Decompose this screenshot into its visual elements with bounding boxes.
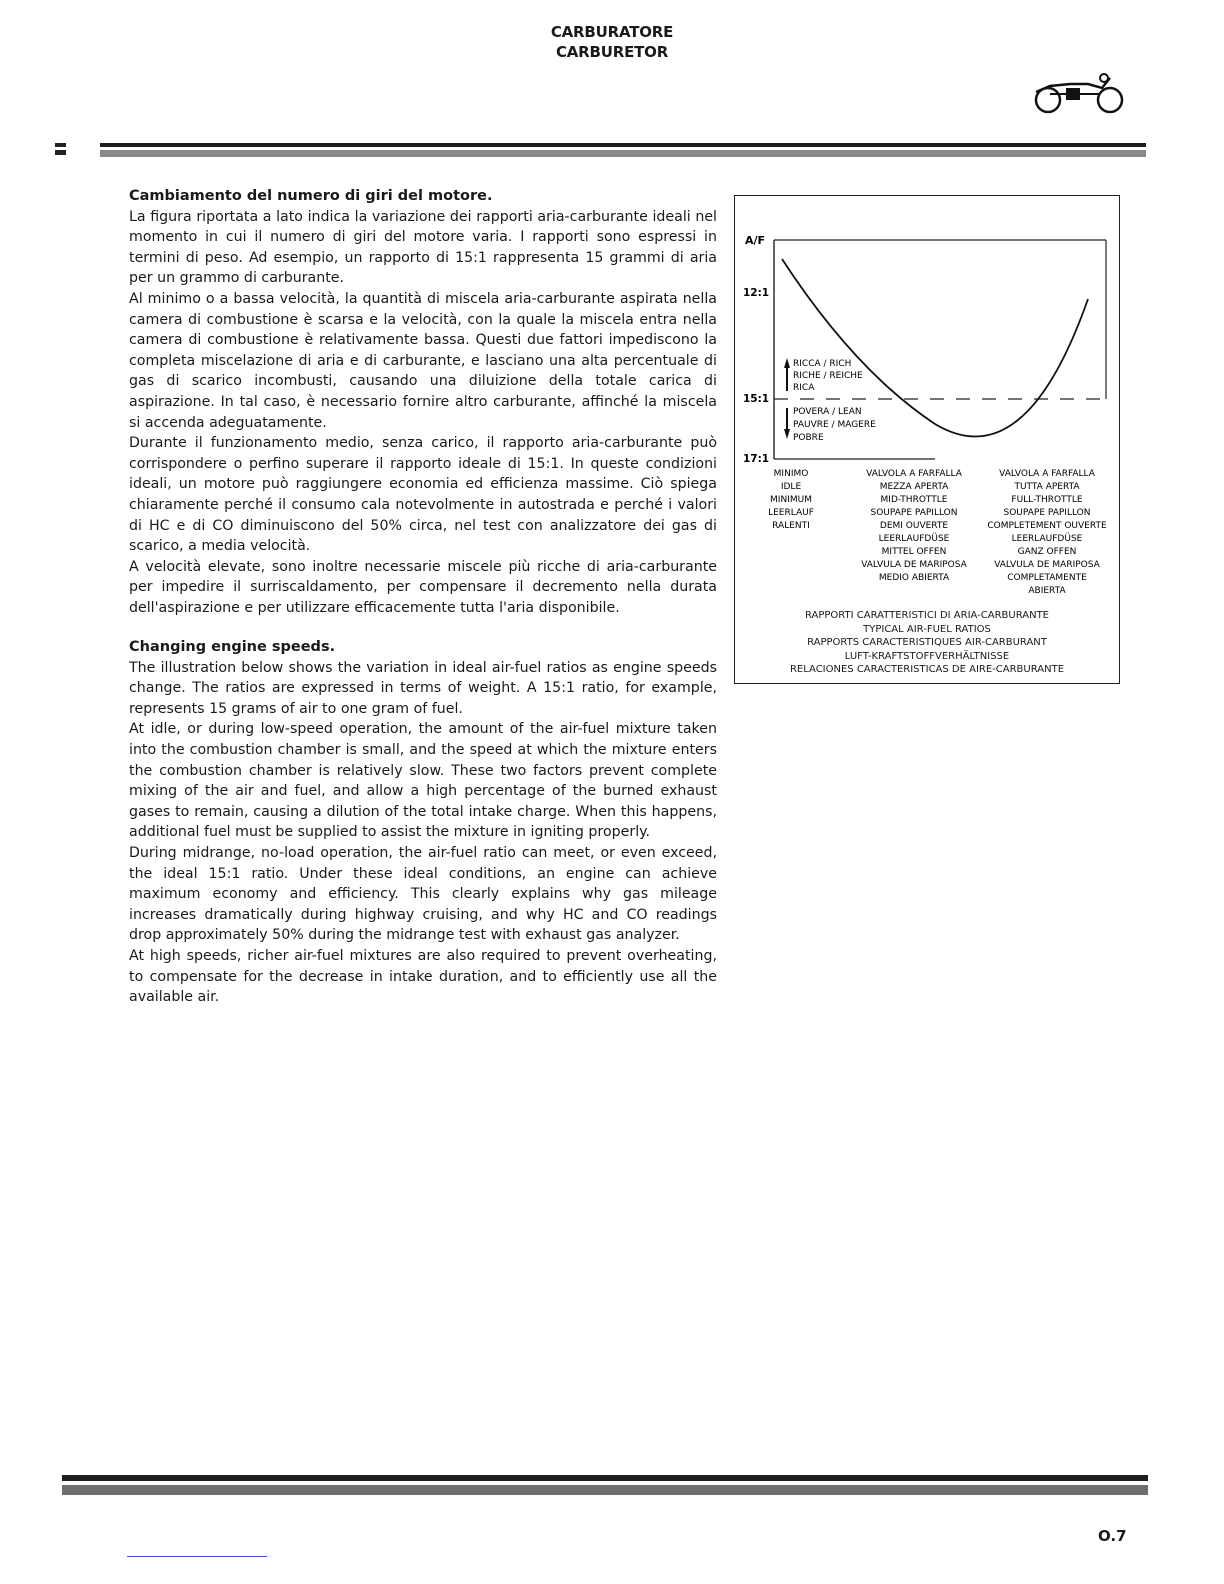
english-paragraph: At idle, or during low-speed operation, the amount of the air-fuel mixture taken into the combustion chamber is small, and the speed at which the mixture enters the combustion chamber is relatively slow. These two factors prevent complete mixing of the air and fuel, and allow a high percentage of the burned exhaust gases to remain, causing a dilution of the total intake charge. When this happens, additional fuel must be supplied to assist the mixture in igniting properly. xyxy=(129,721,717,841)
italian-paragraph: La figura riportata a lato indica la variazione dei rapporti aria-carburante ideali nel momento in cui il numero di giri del motore varia. I rapporti sono espressi in termini di peso. Ad esempio, un rapporto di 15:1 rappresenta 15 grammi di aria per un grammo di carburante. xyxy=(129,208,717,287)
x-column-label: MINIMO xyxy=(773,469,809,479)
header-rule xyxy=(100,143,1146,159)
caption-line: RAPPORTI CARATTERISTICI DI ARIA-CARBURANTE xyxy=(804,610,1049,621)
link-underline xyxy=(127,1556,267,1557)
y-tick-label: 12:1 xyxy=(743,287,770,299)
x-column-label: LEERLAUFDÜSE xyxy=(878,534,950,544)
x-column-label: MID-THROTTLE xyxy=(880,495,948,505)
x-column-label: RALENTI xyxy=(772,521,810,531)
x-column-label: COMPLETEMENT OUVERTE xyxy=(987,521,1107,531)
x-column-label: FULL-THROTTLE xyxy=(1011,495,1083,505)
english-paragraph: At high speeds, richer air-fuel mixtures are also required to prevent overheating, to compensate for the decrease in intake duration, and to efficiently use all the available air. xyxy=(129,947,717,1006)
lean-label: POBRE xyxy=(793,433,824,443)
figure-caption xyxy=(735,609,1119,677)
italian-heading: Cambiamento del numero di giri del motore. xyxy=(129,188,493,204)
english-paragraph: During midrange, no-load operation, the air-fuel ratio can meet, or even exceed, the ideal 15:1 ratio. Under these ideal conditions, an engine can achieve maximum economy and efficiency. This clearly explains why gas mileage increases dramatically during highway cruising, and why HC and CO readings drop approximately 50% during the midrange test with exhaust gas analyzer. xyxy=(129,844,717,944)
x-column-label: MEZZA APERTA xyxy=(879,482,949,492)
english-heading: Changing engine speeds. xyxy=(129,639,336,655)
rich-label: RICA xyxy=(793,383,815,393)
x-column-label: IDLE xyxy=(780,482,802,492)
x-column-label: DEMI OUVERTE xyxy=(879,521,949,531)
x-column-label: SOUPAPE PAPILLON xyxy=(1003,508,1091,518)
rich-label: RICCA / RICH xyxy=(793,359,852,369)
x-column-label: VALVOLA A FARFALLA xyxy=(866,469,962,479)
header-title-it: CARBURATORE xyxy=(550,23,674,41)
x-column-label: VALVULA DE MARIPOSA xyxy=(994,560,1100,570)
italian-paragraph: Durante il funzionamento medio, senza carico, il rapporto aria-carburante può corrispondere o perfino superare il rapporto ideale di 15:1. In queste condizioni ideali, un motore può raggiungere economia ed efficienza massime. Ciò spiega chiaramente perché il consumo cala notevolmente in autostrada e perché i valori di HC e di CO diminuiscono del 50% circa, nel test con analizzatore dei gas di scarico, a media velocità. xyxy=(129,435,717,555)
english-section xyxy=(129,637,717,1008)
english-paragraph: The illustration below shows the variation in ideal air-fuel ratios as engine speeds change. The ratios are expressed in terms of weight. A 15:1 ratio, for example, represents 15 grams of air to one gram of fuel. xyxy=(129,659,717,717)
y-tick-label: 15:1 xyxy=(743,393,770,405)
x-column-label: LEERLAUF xyxy=(768,508,814,518)
x-column-label: MINIMUM xyxy=(770,495,812,505)
x-column-label: ABIERTA xyxy=(1028,586,1066,596)
margin-mark xyxy=(55,143,66,147)
caption-line: LUFT-KRAFTSTOFFVERHÄLTNISSE xyxy=(844,650,1010,662)
footer-rule xyxy=(62,1475,1148,1499)
margin-mark xyxy=(55,150,66,155)
italian-paragraph: Al minimo o a bassa velocità, la quantità di miscela aria-carburante aspirata nella camera di combustione è scarsa e la velocità, con la quale la miscela entra nella camera di combustione è relativamente bassa. Questi due fattori impediscono la completa miscelazione di aria e di carburante, e lasciano una alta percentuale di gas di scarico incombusti, causando una diluizione della totale carica di aspirazione. In tal caso, è necessario fornire altro carburante, affinché la miscela si accenda adeguatamente. xyxy=(129,290,717,431)
axis-label: A/F xyxy=(745,234,766,247)
header-title-en: CARBURETOR xyxy=(555,43,669,61)
caption-line: RAPPORTS CARACTERISTIQUES AIR-CARBURANT xyxy=(807,637,1047,649)
x-column-label: VALVULA DE MARIPOSA xyxy=(861,560,967,570)
rich-label: RICHE / REICHE xyxy=(793,371,863,381)
x-column-label: VALVOLA A FARFALLA xyxy=(999,469,1095,479)
x-column-label: TUTTA APERTA xyxy=(1014,482,1080,492)
x-column-label: MITTEL OFFEN xyxy=(881,547,947,557)
lean-label: POVERA / LEAN xyxy=(793,407,862,417)
y-tick-label: 17:1 xyxy=(743,453,770,465)
motorcycle-icon xyxy=(1030,70,1126,114)
page-number: O.7 xyxy=(1098,1527,1127,1545)
italian-paragraph: A velocità elevate, sono inoltre necessarie miscele più ricche di aria-carburante per impedire il surriscaldamento, per compensare il decremento nella durata dell'aspirazione e per utilizzare efficacemente tutta l'aria disponibile. xyxy=(129,558,717,616)
caption-line: RELACIONES CARACTERISTICAS DE AIRE-CARBURANTE xyxy=(789,664,1065,676)
page-header xyxy=(0,22,1224,62)
lean-label: PAUVRE / MAGERE xyxy=(793,420,876,430)
x-column-label: SOUPAPE PAPILLON xyxy=(870,508,958,518)
x-column-label: LEERLAUFDÜSE xyxy=(1011,534,1083,544)
x-column-label: GANZ OFFEN xyxy=(1017,547,1077,557)
x-column-label: MEDIO ABIERTA xyxy=(878,573,950,583)
italian-section xyxy=(129,186,717,618)
x-column-label: COMPLETAMENTE xyxy=(1007,573,1087,583)
caption-line: TYPICAL AIR-FUEL RATIOS xyxy=(863,623,991,635)
air-fuel-ratio-figure xyxy=(734,195,1120,684)
